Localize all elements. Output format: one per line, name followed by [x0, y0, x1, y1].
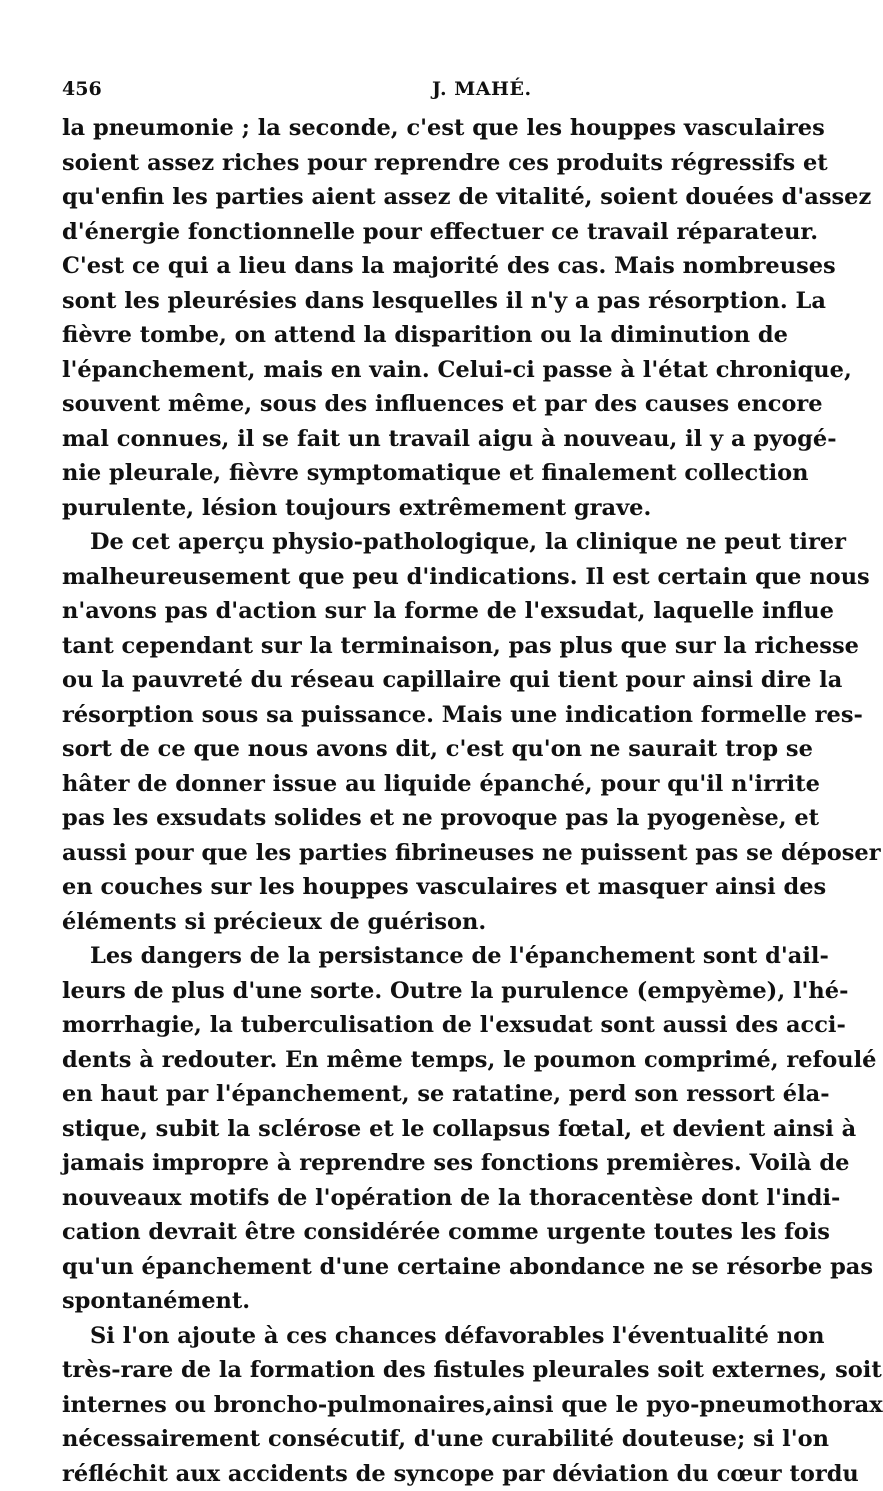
text-line: Les dangers de la persistance de l'épanchement sont d'ail-: [62, 939, 762, 974]
text-line: qu'un épanchement d'une certaine abondance ne se résorbe pas: [62, 1250, 762, 1285]
text-line: en couches sur les houppes vasculaires et masquer ainsi des: [62, 870, 762, 905]
text-line: internes ou broncho-pulmonaires,ainsi que le pyo-pneumothorax: [62, 1388, 762, 1423]
text-line: C'est ce qui a lieu dans la majorité des cas. Mais nombreuses: [62, 249, 762, 284]
page-number: 456: [62, 78, 102, 100]
text-line: stique, subit la sclérose et le collapsus fœtal, et devient ainsi à: [62, 1112, 762, 1147]
text-line: spontanément.: [62, 1284, 762, 1319]
running-head: J. MAHÉ.: [432, 78, 532, 100]
text-line: nécessairement consécutif, d'une curabilité douteuse; si l'on: [62, 1422, 762, 1457]
text-line: mal connues, il se fait un travail aigu à nouveau, il y a pyogé-: [62, 422, 762, 457]
text-line: pas les exsudats solides et ne provoque pas la pyogenèse, et: [62, 801, 762, 836]
text-line: souvent même, sous des influences et par des causes encore: [62, 387, 762, 422]
text-line: cation devrait être considérée comme urgente toutes les fois: [62, 1215, 762, 1250]
text-line: Si l'on ajoute à ces chances défavorables l'éventualité non: [62, 1319, 762, 1354]
text-line: nie pleurale, fièvre symptomatique et finalement collection: [62, 456, 762, 491]
text-line: réfléchit aux accidents de syncope par déviation du cœur tordu: [62, 1457, 762, 1491]
text-line: résorption sous sa puissance. Mais une indication formelle res-: [62, 698, 762, 733]
text-line: sort de ce que nous avons dit, c'est qu'on ne saurait trop se: [62, 732, 762, 767]
text-line: sont les pleurésies dans lesquelles il n'y a pas résorption. La: [62, 284, 762, 319]
text-line: hâter de donner issue au liquide épanché, pour qu'il n'irrite: [62, 767, 762, 802]
text-line: leurs de plus d'une sorte. Outre la purulence (empyème), l'hé-: [62, 974, 762, 1009]
text-line: qu'enfin les parties aient assez de vitalité, soient douées d'assez: [62, 180, 762, 215]
text-line: n'avons pas d'action sur la forme de l'exsudat, laquelle influe: [62, 594, 762, 629]
text-line: en haut par l'épanchement, se ratatine, perd son ressort éla-: [62, 1077, 762, 1112]
text-line: morrhagie, la tuberculisation de l'exsudat sont aussi des acci-: [62, 1008, 762, 1043]
text-line: fièvre tombe, on attend la disparition ou la diminution de: [62, 318, 762, 353]
text-line: éléments si précieux de guérison.: [62, 905, 762, 940]
body-text: [62, 111, 762, 1491]
text-line: nouveaux motifs de l'opération de la thoracentèse dont l'indi-: [62, 1181, 762, 1216]
text-line: dents à redouter. En même temps, le poumon comprimé, refoulé: [62, 1043, 762, 1078]
text-line: malheureusement que peu d'indications. Il est certain que nous: [62, 560, 762, 595]
text-line: la pneumonie ; la seconde, c'est que les houppes vasculaires: [62, 111, 762, 146]
page-header: [62, 78, 762, 106]
text-line: l'épanchement, mais en vain. Celui-ci passe à l'état chronique,: [62, 353, 762, 388]
text-line: tant cependant sur la terminaison, pas plus que sur la richesse: [62, 629, 762, 664]
text-line: très-rare de la formation des fistules pleurales soit externes, soit: [62, 1353, 762, 1388]
text-line: jamais impropre à reprendre ses fonctions premières. Voilà de: [62, 1146, 762, 1181]
text-line: De cet aperçu physio-pathologique, la clinique ne peut tirer: [62, 525, 762, 560]
text-line: d'énergie fonctionnelle pour effectuer ce travail réparateur.: [62, 215, 762, 250]
text-line: soient assez riches pour reprendre ces produits régressifs et: [62, 146, 762, 181]
text-line: aussi pour que les parties fibrineuses ne puissent pas se déposer: [62, 836, 762, 871]
text-line: purulente, lésion toujours extrêmement grave.: [62, 491, 762, 526]
text-line: ou la pauvreté du réseau capillaire qui tient pour ainsi dire la: [62, 663, 762, 698]
